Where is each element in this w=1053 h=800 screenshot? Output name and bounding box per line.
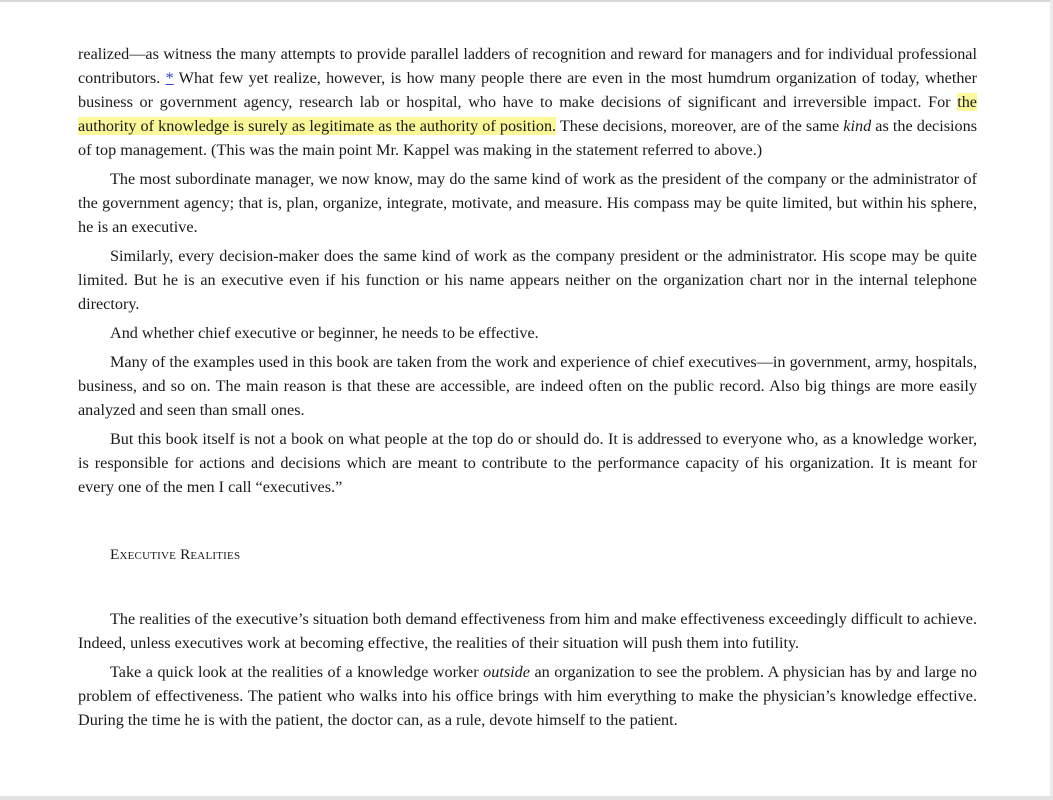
- emphasis-kind: kind: [843, 117, 872, 135]
- paragraph-7: The realities of the executive’s situation both demand effectiveness from him and make effectiveness exceedingly difficult to achieve. Indeed, unless executives work at becoming effective, the realities of their situation will push them into futility.: [78, 610, 977, 652]
- paragraph-3: Similarly, every decision-maker does the same kind of work as the company president or the administrator. His scope may be quite limited. But he is an executive even if his function or his name appears neither on the organization chart nor in the internal telephone directory.: [78, 247, 977, 313]
- paragraph-5: Many of the examples used in this book are taken from the work and experience of chief executives—in government, army, hospitals, business, and so on. The main reason is that these are accessible, are indeed often on the public record. Also big things are more easily analyzed and seen than small ones.: [78, 353, 977, 419]
- section-heading: Executive Realities: [110, 546, 241, 563]
- paragraph-8-text-a: Take a quick look at the realities of a knowledge worker: [110, 663, 484, 681]
- top-border: [0, 0, 1053, 2]
- bottom-border: [0, 796, 1053, 800]
- footnote-link[interactable]: *: [165, 69, 174, 87]
- paragraph-4: And whether chief executive or beginner, he needs to be effective.: [110, 324, 539, 342]
- paragraph-8: [78, 660, 977, 732]
- paragraph-1-text-a: realized—as witness the many attempts to provide parallel ladders of recognition and reward for managers and for individual professional contributors.: [78, 45, 977, 87]
- emphasis-outside: outside: [483, 663, 530, 681]
- paragraph-6: But this book itself is not a book on what people at the top do or should do. It is addressed to everyone who, as a knowledge worker, is responsible for actions and decisions which are meant to contribute to the performance capacity of his organization. It is meant for every one of the men I call “executives.”: [78, 430, 977, 496]
- paragraph-2: The most subordinate manager, we now know, may do the same kind of work as the president of the company or the administrator of the government agency; that is, plan, organize, integrate, motivate, and measure. His compass may be quite limited, but within his sphere, he is an executive.: [78, 170, 977, 236]
- paragraph-1: [78, 42, 977, 162]
- paragraph-1-text-c: These decisions, moreover, are of the same: [556, 117, 844, 135]
- paragraph-1-text-b: What few yet realize, however, is how many people there are even in the most humdrum organization of today, whether business or government agency, research lab or hospital, who have to make decisions of significant and irreversible impact. For: [78, 69, 978, 111]
- paragraph-8-text-b: an organization to see the problem. A physician has by and large no problem of effectiveness. The patient who walks into his office brings with him everything to make the physician’s knowledge effective. During the time he is with the patient, the doctor can, as a rule, devote himself to the patient.: [78, 663, 977, 729]
- highlighted-text[interactable]: the authority of knowledge is surely as legitimate as the authority of position.: [78, 93, 977, 135]
- paragraph-1-text-d: as the decisions of top management. (This was the main point Mr. Kappel was making in the statement referred to above.): [78, 117, 977, 159]
- document-page: [78, 42, 977, 737]
